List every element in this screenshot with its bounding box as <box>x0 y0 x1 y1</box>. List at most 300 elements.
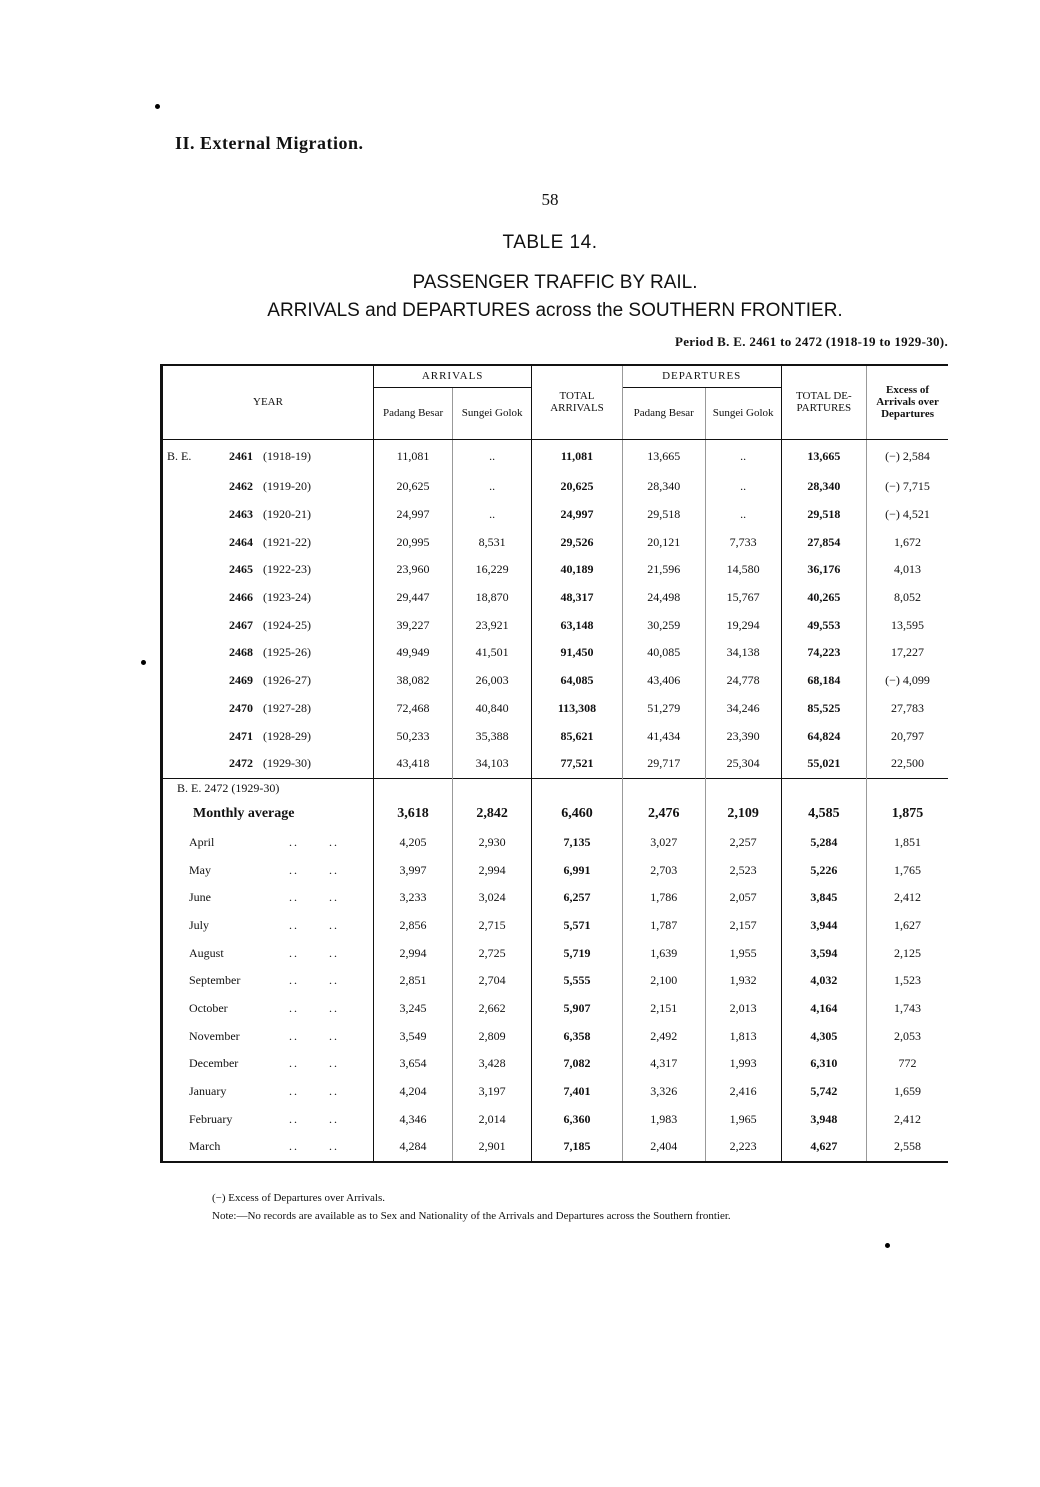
year-cell <box>162 584 374 612</box>
cell-dep-pb: 41,434 <box>622 722 705 750</box>
leader-dots: .. <box>329 1028 339 1043</box>
cell-excess: 22,500 <box>891 756 925 771</box>
table-row <box>162 750 949 778</box>
cell-tot-dep: 36,176 <box>781 556 867 584</box>
ce-year: (1928-29) <box>263 728 311 743</box>
cell-tot-dep: 4,585 <box>781 799 867 829</box>
cell-arr-sg: 3,197 <box>453 1078 532 1106</box>
year-cell <box>162 501 374 529</box>
month-name: March <box>189 1139 221 1154</box>
cell-arr-sg: .. <box>453 473 532 501</box>
cell-dep-pb: 40,085 <box>622 639 705 667</box>
leader-dots: .. <box>329 890 339 905</box>
leader-dots: .. <box>329 917 339 932</box>
ink-speck <box>141 660 146 665</box>
cell-tot-arr: 48,317 <box>532 584 623 612</box>
be-prefix <box>167 562 215 577</box>
cell-dep-sg: 2,257 <box>705 829 781 857</box>
cell-tot-arr: 5,719 <box>532 939 623 967</box>
cell-excess: 2,558 <box>894 1139 922 1154</box>
cell-arr-pb: 3,997 <box>374 856 453 884</box>
table-row <box>162 695 949 723</box>
cell-arr-pb: 4,346 <box>374 1105 453 1133</box>
cell-arr-pb: 38,082 <box>374 667 453 695</box>
cell-arr-sg: 2,725 <box>453 939 532 967</box>
be-year: 2471 <box>229 728 253 743</box>
table-row <box>162 639 949 667</box>
year-cell <box>162 556 374 584</box>
table-row <box>162 501 949 529</box>
header-excess: Excess of Arrivals over Departures <box>867 365 948 439</box>
cell-dep-sg: 7,733 <box>705 528 781 556</box>
empty-cell <box>781 778 867 799</box>
cell-excess: 27,783 <box>891 700 925 715</box>
monthly-average-row <box>162 799 949 829</box>
average-heading-row <box>162 778 949 799</box>
cell-arr-pb: 3,654 <box>374 1050 453 1078</box>
cell-tot-dep: 3,944 <box>781 912 867 940</box>
cell-excess: 2,125 <box>894 945 922 960</box>
cell-dep-sg: 1,932 <box>705 967 781 995</box>
cell-tot-dep: 5,284 <box>781 829 867 857</box>
cell-dep-pb: 28,340 <box>622 473 705 501</box>
table-row <box>162 556 949 584</box>
cell-arr-pb: 3,618 <box>374 799 453 829</box>
cell-dep-sg: 2,157 <box>705 912 781 940</box>
cell-arr-sg: 3,024 <box>453 884 532 912</box>
month-cell <box>162 967 374 995</box>
cell-arr-sg: 16,229 <box>453 556 532 584</box>
period-label: Period B. E. 2461 to 2472 (1918-19 to 1929-30). <box>675 334 948 349</box>
leader-dots: .. <box>289 973 299 988</box>
cell-tot-dep: 3,845 <box>781 884 867 912</box>
average-period-label: B. E. 2472 (1929-30) <box>162 778 374 799</box>
month-name: May <box>189 862 211 877</box>
leader-dots: .. <box>329 1056 339 1071</box>
cell-dep-pb: 13,665 <box>622 439 705 473</box>
table-row <box>162 1133 949 1162</box>
empty-cell <box>453 778 532 799</box>
cell-dep-pb: 29,717 <box>622 750 705 778</box>
table-row <box>162 722 949 750</box>
cell-dep-sg: 19,294 <box>705 611 781 639</box>
cell-dep-sg: 1,813 <box>705 1022 781 1050</box>
year-cell <box>162 473 374 501</box>
cell-excess: 17,227 <box>891 645 925 660</box>
ce-year: (1927-28) <box>263 700 311 715</box>
cell-arr-sg: 34,103 <box>453 750 532 778</box>
cell-tot-arr: 64,085 <box>532 667 623 695</box>
year-cell <box>162 722 374 750</box>
cell-excess: 1,851 <box>894 834 922 849</box>
cell-tot-arr: 6,460 <box>532 799 623 829</box>
cell-excess: 1,765 <box>894 862 922 877</box>
cell-arr-pb: 50,233 <box>374 722 453 750</box>
leader-dots: .. <box>329 1139 339 1154</box>
ink-speck <box>885 1243 890 1248</box>
ink-speck <box>155 104 160 109</box>
leader-dots: .. <box>289 1001 299 1016</box>
ce-year: (1923-24) <box>263 590 311 605</box>
month-cell <box>162 856 374 884</box>
cell-dep-pb: 43,406 <box>622 667 705 695</box>
footnotes <box>212 1192 731 1228</box>
header-departures-sungei: Sungei Golok <box>705 387 781 439</box>
leader-dots: .. <box>329 862 339 877</box>
leader-dots: .. <box>289 890 299 905</box>
cell-dep-pb: 20,121 <box>622 528 705 556</box>
month-name: April <box>189 834 215 849</box>
traffic-table <box>160 364 948 1163</box>
month-name: September <box>189 973 241 988</box>
empty-cell <box>532 778 623 799</box>
cell-arr-sg: 2,901 <box>453 1133 532 1162</box>
ce-year: (1925-26) <box>263 645 311 660</box>
cell-dep-pb: 4,317 <box>622 1050 705 1078</box>
cell-arr-pb: 49,949 <box>374 639 453 667</box>
cell-tot-arr: 6,991 <box>532 856 623 884</box>
leader-dots: .. <box>329 1084 339 1099</box>
footnote-note: Note:—No records are available as to Sex and Nationality of the Arrivals and Departures across the Southern frontier. <box>212 1209 731 1222</box>
be-year: 2468 <box>229 645 253 660</box>
cell-tot-arr: 20,625 <box>532 473 623 501</box>
ce-year: (1924-25) <box>263 617 311 632</box>
cell-dep-pb: 3,326 <box>622 1078 705 1106</box>
leader-dots: .. <box>289 1084 299 1099</box>
cell-tot-dep: 27,854 <box>781 528 867 556</box>
month-cell <box>162 884 374 912</box>
cell-arr-pb: 24,997 <box>374 501 453 529</box>
cell-dep-sg: 1,993 <box>705 1050 781 1078</box>
cell-arr-pb: 23,960 <box>374 556 453 584</box>
cell-dep-pb: 1,983 <box>622 1105 705 1133</box>
cell-dep-pb: 30,259 <box>622 611 705 639</box>
month-cell <box>162 939 374 967</box>
be-year: 2461 <box>229 448 253 463</box>
cell-dep-sg: 1,965 <box>705 1105 781 1133</box>
cell-excess: (−) 4,099 <box>885 673 930 688</box>
cell-excess: 8,052 <box>894 590 922 605</box>
cell-tot-arr: 6,358 <box>532 1022 623 1050</box>
table-row <box>162 528 949 556</box>
be-prefix <box>167 756 215 771</box>
cell-dep-sg: 34,138 <box>705 639 781 667</box>
cell-tot-dep: 55,021 <box>781 750 867 778</box>
header-departures-group: DEPARTURES <box>622 365 781 387</box>
cell-arr-sg: .. <box>453 439 532 473</box>
cell-tot-arr: 7,135 <box>532 829 623 857</box>
cell-dep-pb: 51,279 <box>622 695 705 723</box>
leader-dots: .. <box>289 917 299 932</box>
cell-dep-sg: 2,416 <box>705 1078 781 1106</box>
be-prefix <box>167 507 215 522</box>
table-row <box>162 1050 949 1078</box>
cell-arr-pb: 4,205 <box>374 829 453 857</box>
cell-excess: 2,412 <box>894 890 922 905</box>
header-total-arrivals: TOTAL ARRIVALS <box>532 365 623 439</box>
cell-dep-pb: 1,787 <box>622 912 705 940</box>
leader-dots: .. <box>329 945 339 960</box>
year-cell <box>162 639 374 667</box>
ce-year: (1922-23) <box>263 562 311 577</box>
cell-tot-arr: 85,621 <box>532 722 623 750</box>
cell-excess: 2,412 <box>894 1111 922 1126</box>
cell-arr-sg: 2,715 <box>453 912 532 940</box>
cell-tot-dep: 49,553 <box>781 611 867 639</box>
cell-dep-sg: 23,390 <box>705 722 781 750</box>
cell-excess: 1,875 <box>891 805 924 821</box>
cell-excess: 1,743 <box>894 1001 922 1016</box>
month-name: November <box>189 1028 240 1043</box>
month-name: June <box>189 890 211 905</box>
header-year: YEAR <box>162 365 374 439</box>
leader-dots: .. <box>329 973 339 988</box>
cell-dep-sg: 15,767 <box>705 584 781 612</box>
ce-year: (1919-20) <box>263 479 311 494</box>
be-prefix: B. E. <box>167 448 192 463</box>
cell-dep-pb: 2,100 <box>622 967 705 995</box>
cell-tot-dep: 74,223 <box>781 639 867 667</box>
month-cell <box>162 912 374 940</box>
table-row <box>162 829 949 857</box>
leader-dots: .. <box>289 1139 299 1154</box>
be-year: 2463 <box>229 507 253 522</box>
cell-arr-sg: 35,388 <box>453 722 532 750</box>
cell-dep-sg: 2,013 <box>705 995 781 1023</box>
cell-arr-pb: 2,856 <box>374 912 453 940</box>
cell-tot-dep: 29,518 <box>781 501 867 529</box>
cell-tot-dep: 64,824 <box>781 722 867 750</box>
table-row <box>162 856 949 884</box>
cell-tot-arr: 63,148 <box>532 611 623 639</box>
table-row <box>162 1078 949 1106</box>
be-year: 2465 <box>229 562 253 577</box>
cell-arr-sg: 2,704 <box>453 967 532 995</box>
cell-dep-sg: .. <box>705 473 781 501</box>
cell-dep-pb: 2,404 <box>622 1133 705 1162</box>
footnote-symbol: (−) Excess of Departures over Arrivals. <box>212 1192 385 1204</box>
cell-arr-pb: 4,204 <box>374 1078 453 1106</box>
leader-dots: .. <box>289 1056 299 1071</box>
table-label: TABLE 14. <box>502 232 598 253</box>
table-row <box>162 995 949 1023</box>
cell-arr-sg: 3,428 <box>453 1050 532 1078</box>
leader-dots: .. <box>289 834 299 849</box>
cell-arr-pb: 3,233 <box>374 884 453 912</box>
cell-dep-pb: 3,027 <box>622 829 705 857</box>
leader-dots: .. <box>329 834 339 849</box>
cell-arr-pb: 11,081 <box>374 439 453 473</box>
year-cell <box>162 667 374 695</box>
cell-arr-sg: 2,930 <box>453 829 532 857</box>
table-body <box>162 439 949 1162</box>
month-cell <box>162 1133 374 1162</box>
cell-tot-arr: 29,526 <box>532 528 623 556</box>
cell-tot-dep: 4,627 <box>781 1133 867 1162</box>
cell-arr-pb: 20,625 <box>374 473 453 501</box>
cell-excess: (−) 7,715 <box>885 479 930 494</box>
cell-arr-sg: 2,994 <box>453 856 532 884</box>
cell-arr-pb: 2,851 <box>374 967 453 995</box>
empty-cell <box>374 778 453 799</box>
header-departures-padang: Padang Besar <box>622 387 705 439</box>
empty-cell <box>622 778 705 799</box>
header-arrivals-sungei: Sungei Golok <box>453 387 532 439</box>
cell-tot-dep: 5,226 <box>781 856 867 884</box>
cell-tot-dep: 4,305 <box>781 1022 867 1050</box>
month-cell <box>162 1050 374 1078</box>
month-name: October <box>189 1001 228 1016</box>
month-cell <box>162 1078 374 1106</box>
month-name: January <box>189 1084 227 1099</box>
be-prefix <box>167 645 215 660</box>
table-row <box>162 1022 949 1050</box>
cell-tot-arr: 5,571 <box>532 912 623 940</box>
cell-excess: 13,595 <box>891 617 925 632</box>
table-title: PASSENGER TRAFFIC BY RAIL. <box>412 272 698 293</box>
ce-year: (1921-22) <box>263 534 311 549</box>
cell-excess: 772 <box>898 1056 917 1071</box>
cell-tot-dep: 4,032 <box>781 967 867 995</box>
cell-dep-sg: 2,523 <box>705 856 781 884</box>
be-year: 2466 <box>229 590 253 605</box>
cell-dep-sg: 2,223 <box>705 1133 781 1162</box>
cell-arr-pb: 29,447 <box>374 584 453 612</box>
be-prefix <box>167 618 215 633</box>
be-year: 2464 <box>229 534 253 549</box>
cell-tot-arr: 7,185 <box>532 1133 623 1162</box>
cell-tot-arr: 6,257 <box>532 884 623 912</box>
cell-dep-pb: 29,518 <box>622 501 705 529</box>
leader-dots: .. <box>289 862 299 877</box>
be-year: 2472 <box>229 756 253 771</box>
cell-arr-pb: 3,245 <box>374 995 453 1023</box>
cell-tot-arr: 24,997 <box>532 501 623 529</box>
table-row <box>162 939 949 967</box>
cell-tot-arr: 5,907 <box>532 995 623 1023</box>
be-year: 2467 <box>229 617 253 632</box>
cell-tot-arr: 11,081 <box>532 439 623 473</box>
month-name: August <box>189 945 224 960</box>
cell-arr-sg: 2,809 <box>453 1022 532 1050</box>
cell-arr-sg: 18,870 <box>453 584 532 612</box>
be-prefix <box>167 729 215 744</box>
cell-dep-sg: .. <box>705 501 781 529</box>
cell-tot-dep: 5,742 <box>781 1078 867 1106</box>
ce-year: (1918-19) <box>263 448 311 463</box>
header-arrivals-group: ARRIVALS <box>374 365 532 387</box>
month-name: February <box>189 1111 233 1126</box>
cell-excess: 1,627 <box>894 917 922 932</box>
cell-excess: (−) 2,584 <box>885 448 930 463</box>
cell-tot-dep: 13,665 <box>781 439 867 473</box>
month-cell <box>162 995 374 1023</box>
cell-tot-dep: 40,265 <box>781 584 867 612</box>
ce-year: (1920-21) <box>263 507 311 522</box>
cell-excess: (−) 4,521 <box>885 507 930 522</box>
cell-tot-arr: 6,360 <box>532 1105 623 1133</box>
cell-excess: 2,053 <box>894 1028 922 1043</box>
year-cell <box>162 695 374 723</box>
cell-arr-sg: 26,003 <box>453 667 532 695</box>
table-row <box>162 1105 949 1133</box>
leader-dots: .. <box>329 1001 339 1016</box>
cell-dep-pb: 2,703 <box>622 856 705 884</box>
cell-arr-pb: 2,994 <box>374 939 453 967</box>
cell-arr-sg: 2,842 <box>453 799 532 829</box>
cell-dep-pb: 21,596 <box>622 556 705 584</box>
cell-dep-sg: .. <box>705 439 781 473</box>
year-cell <box>162 528 374 556</box>
year-cell <box>162 750 374 778</box>
month-cell <box>162 1022 374 1050</box>
table-subtitle: ARRIVALS and DEPARTURES across the SOUTHERN FRONTIER. <box>267 300 843 321</box>
cell-tot-dep: 28,340 <box>781 473 867 501</box>
be-prefix <box>167 590 215 605</box>
cell-excess: 1,523 <box>894 973 922 988</box>
cell-arr-sg: .. <box>453 501 532 529</box>
cell-dep-sg: 14,580 <box>705 556 781 584</box>
cell-tot-arr: 91,450 <box>532 639 623 667</box>
leader-dots: .. <box>289 1028 299 1043</box>
cell-dep-sg: 2,109 <box>705 799 781 829</box>
table-row <box>162 439 949 473</box>
page-number: 58 <box>541 190 559 209</box>
cell-excess: 4,013 <box>894 562 922 577</box>
cell-dep-sg: 25,304 <box>705 750 781 778</box>
ce-year: (1926-27) <box>263 673 311 688</box>
be-prefix <box>167 673 215 688</box>
cell-tot-dep: 3,594 <box>781 939 867 967</box>
month-name: July <box>189 917 210 932</box>
be-prefix <box>167 701 215 716</box>
cell-arr-pb: 3,549 <box>374 1022 453 1050</box>
leader-dots: .. <box>289 945 299 960</box>
cell-arr-pb: 72,468 <box>374 695 453 723</box>
cell-tot-arr: 113,308 <box>532 695 623 723</box>
cell-tot-dep: 85,525 <box>781 695 867 723</box>
header-total-departures: TOTAL DE-PARTURES <box>781 365 867 439</box>
cell-dep-sg: 34,246 <box>705 695 781 723</box>
table-header <box>162 365 949 439</box>
cell-tot-dep: 4,164 <box>781 995 867 1023</box>
cell-arr-pb: 39,227 <box>374 611 453 639</box>
be-year: 2462 <box>229 479 253 494</box>
cell-tot-dep: 68,184 <box>781 667 867 695</box>
cell-dep-pb: 2,492 <box>622 1022 705 1050</box>
cell-tot-arr: 77,521 <box>532 750 623 778</box>
cell-excess: 20,797 <box>891 728 925 743</box>
leader-dots: .. <box>329 1111 339 1126</box>
be-year: 2469 <box>229 673 253 688</box>
leader-dots: .. <box>289 1111 299 1126</box>
cell-dep-pb: 2,476 <box>622 799 705 829</box>
cell-arr-sg: 2,014 <box>453 1105 532 1133</box>
be-prefix <box>167 535 215 550</box>
cell-arr-sg: 8,531 <box>453 528 532 556</box>
empty-cell <box>705 778 781 799</box>
cell-dep-sg: 24,778 <box>705 667 781 695</box>
table-row <box>162 884 949 912</box>
table-row <box>162 912 949 940</box>
be-year: 2470 <box>229 700 253 715</box>
cell-tot-arr: 40,189 <box>532 556 623 584</box>
monthly-average-label: Monthly average <box>162 799 374 829</box>
cell-arr-pb: 20,995 <box>374 528 453 556</box>
table-row <box>162 667 949 695</box>
cell-tot-arr: 7,401 <box>532 1078 623 1106</box>
month-cell <box>162 1105 374 1133</box>
